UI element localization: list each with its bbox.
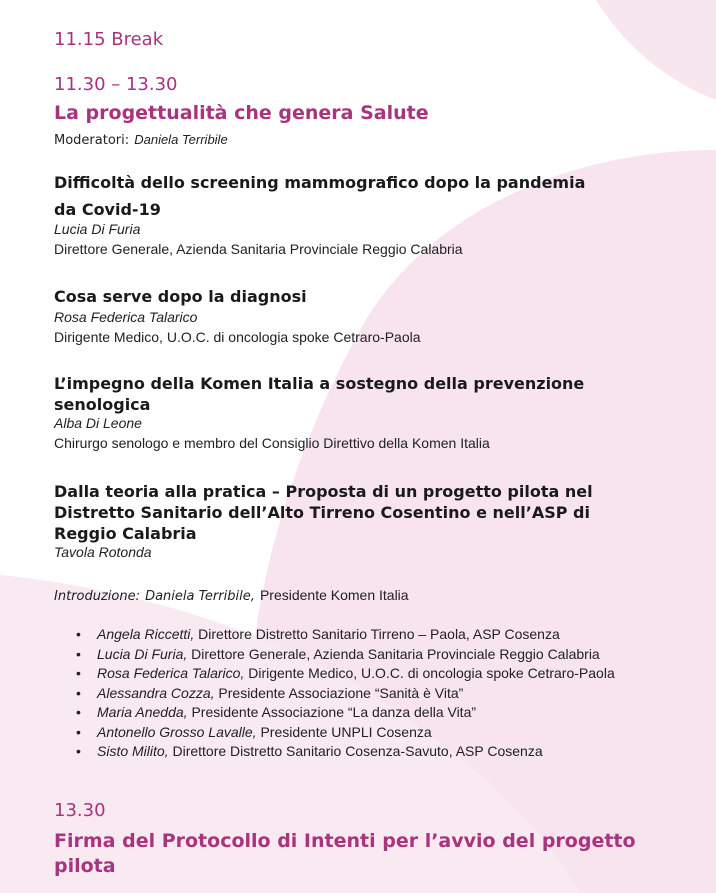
panelist-name: Alessandra Cozza, <box>97 684 215 701</box>
talk-3-title-line-2: senologica <box>54 395 151 414</box>
break-time: 11.15 Break <box>54 29 164 50</box>
talk-1-title-line-1: Difficoltà dello screening mammografico dopo la pandemia <box>54 173 586 192</box>
list-item <box>76 723 696 743</box>
session-title: La progettualità che genera Salute <box>54 102 429 124</box>
talk-3-title-line-1: L’impegno della Komen Italia a sostegno della prevenzione <box>54 374 585 393</box>
bullet-icon: • <box>76 665 81 681</box>
panelist-role: Presidente UNPLI Cosenza <box>260 723 432 740</box>
bullet-icon: • <box>76 684 81 701</box>
closing-title <box>54 829 636 879</box>
list-item <box>76 664 696 684</box>
session-time: 11.30 – 13.30 <box>54 74 178 95</box>
talk-2-role: Dirigente Medico, U.O.C. di oncologia spoke Cetraro-Paola <box>54 329 421 345</box>
panelist-role: Direttore Distretto Sanitario Cosenza-Savuto, ASP Cosenza <box>172 743 543 759</box>
introduction-label: Introduzione: <box>54 589 140 604</box>
closing-title-line-2: pilota <box>54 855 116 877</box>
talk-3-speaker: Alba Di Leone <box>54 415 142 431</box>
panelist-role: Dirigente Medico, U.O.C. di oncologia spoke Cetraro-Paola <box>248 665 615 681</box>
introduction-name: Daniela Terribile, <box>145 589 255 604</box>
bullet-icon: • <box>76 723 81 740</box>
list-item <box>76 684 696 704</box>
list-item <box>76 703 696 723</box>
panelist-name: Sisto Milito, <box>97 743 169 759</box>
talk-2-speaker: Rosa Federica Talarico <box>54 309 198 325</box>
list-item <box>76 645 696 665</box>
panelist-name: Antonello Grosso Lavalle, <box>97 723 257 740</box>
panelist-name: Lucia Di Furia, <box>97 645 188 662</box>
talk-1-speaker: Lucia Di Furia <box>54 221 141 237</box>
moderators-label: Moderatori: <box>54 133 130 148</box>
panelist-name: Maria Anedda, <box>97 704 188 720</box>
bullet-icon: • <box>76 626 81 642</box>
list-item <box>76 742 696 762</box>
bullet-icon: • <box>76 645 81 662</box>
talk-3-title <box>54 373 584 415</box>
talk-4-title-line-2: Distretto Sanitario dell’Alto Tirreno Cosentino e nell’ASP di <box>54 503 590 522</box>
panelists-list <box>76 625 696 762</box>
panelist-name: Rosa Federica Talarico, <box>97 665 245 681</box>
moderators-line <box>54 129 228 148</box>
panelist-role: Direttore Generale, Azienda Sanitaria Provinciale Reggio Calabria <box>191 645 600 662</box>
talk-4-title-line-1: Dalla teoria alla pratica – Proposta di un progetto pilota nel <box>54 482 593 501</box>
talk-3-role: Chirurgo senologo e membro del Consiglio Direttivo della Komen Italia <box>54 435 490 451</box>
talk-4-format: Tavola Rotonda <box>54 544 152 560</box>
talk-1-title-line-2: da Covid-19 <box>54 200 161 219</box>
talk-2-title: Cosa serve dopo la diagnosi <box>54 287 307 306</box>
list-item <box>76 625 696 645</box>
talk-1-title <box>54 172 585 220</box>
talk-4-title-line-3: Reggio Calabria <box>54 524 197 543</box>
panelist-role: Presidente Associazione “Sanità è Vita” <box>218 684 464 701</box>
bullet-icon: • <box>76 743 81 759</box>
panelist-name: Angela Riccetti, <box>97 626 195 642</box>
introduction-line <box>54 585 409 604</box>
panelist-role: Presidente Associazione “La danza della Vita” <box>191 704 477 720</box>
talk-4-title <box>54 481 593 544</box>
closing-time: 13.30 <box>54 800 106 821</box>
bullet-icon: • <box>76 704 81 720</box>
panelist-role: Direttore Distretto Sanitario Tirreno – Paola, ASP Cosenza <box>198 626 560 642</box>
talk-1-role: Direttore Generale, Azienda Sanitaria Provinciale Reggio Calabria <box>54 241 463 257</box>
introduction-role: Presidente Komen Italia <box>259 587 409 603</box>
moderators-name: Daniela Terribile <box>134 132 228 147</box>
closing-title-line-1: Firma del Protocollo di Intenti per l’avvio del progetto <box>54 830 636 852</box>
